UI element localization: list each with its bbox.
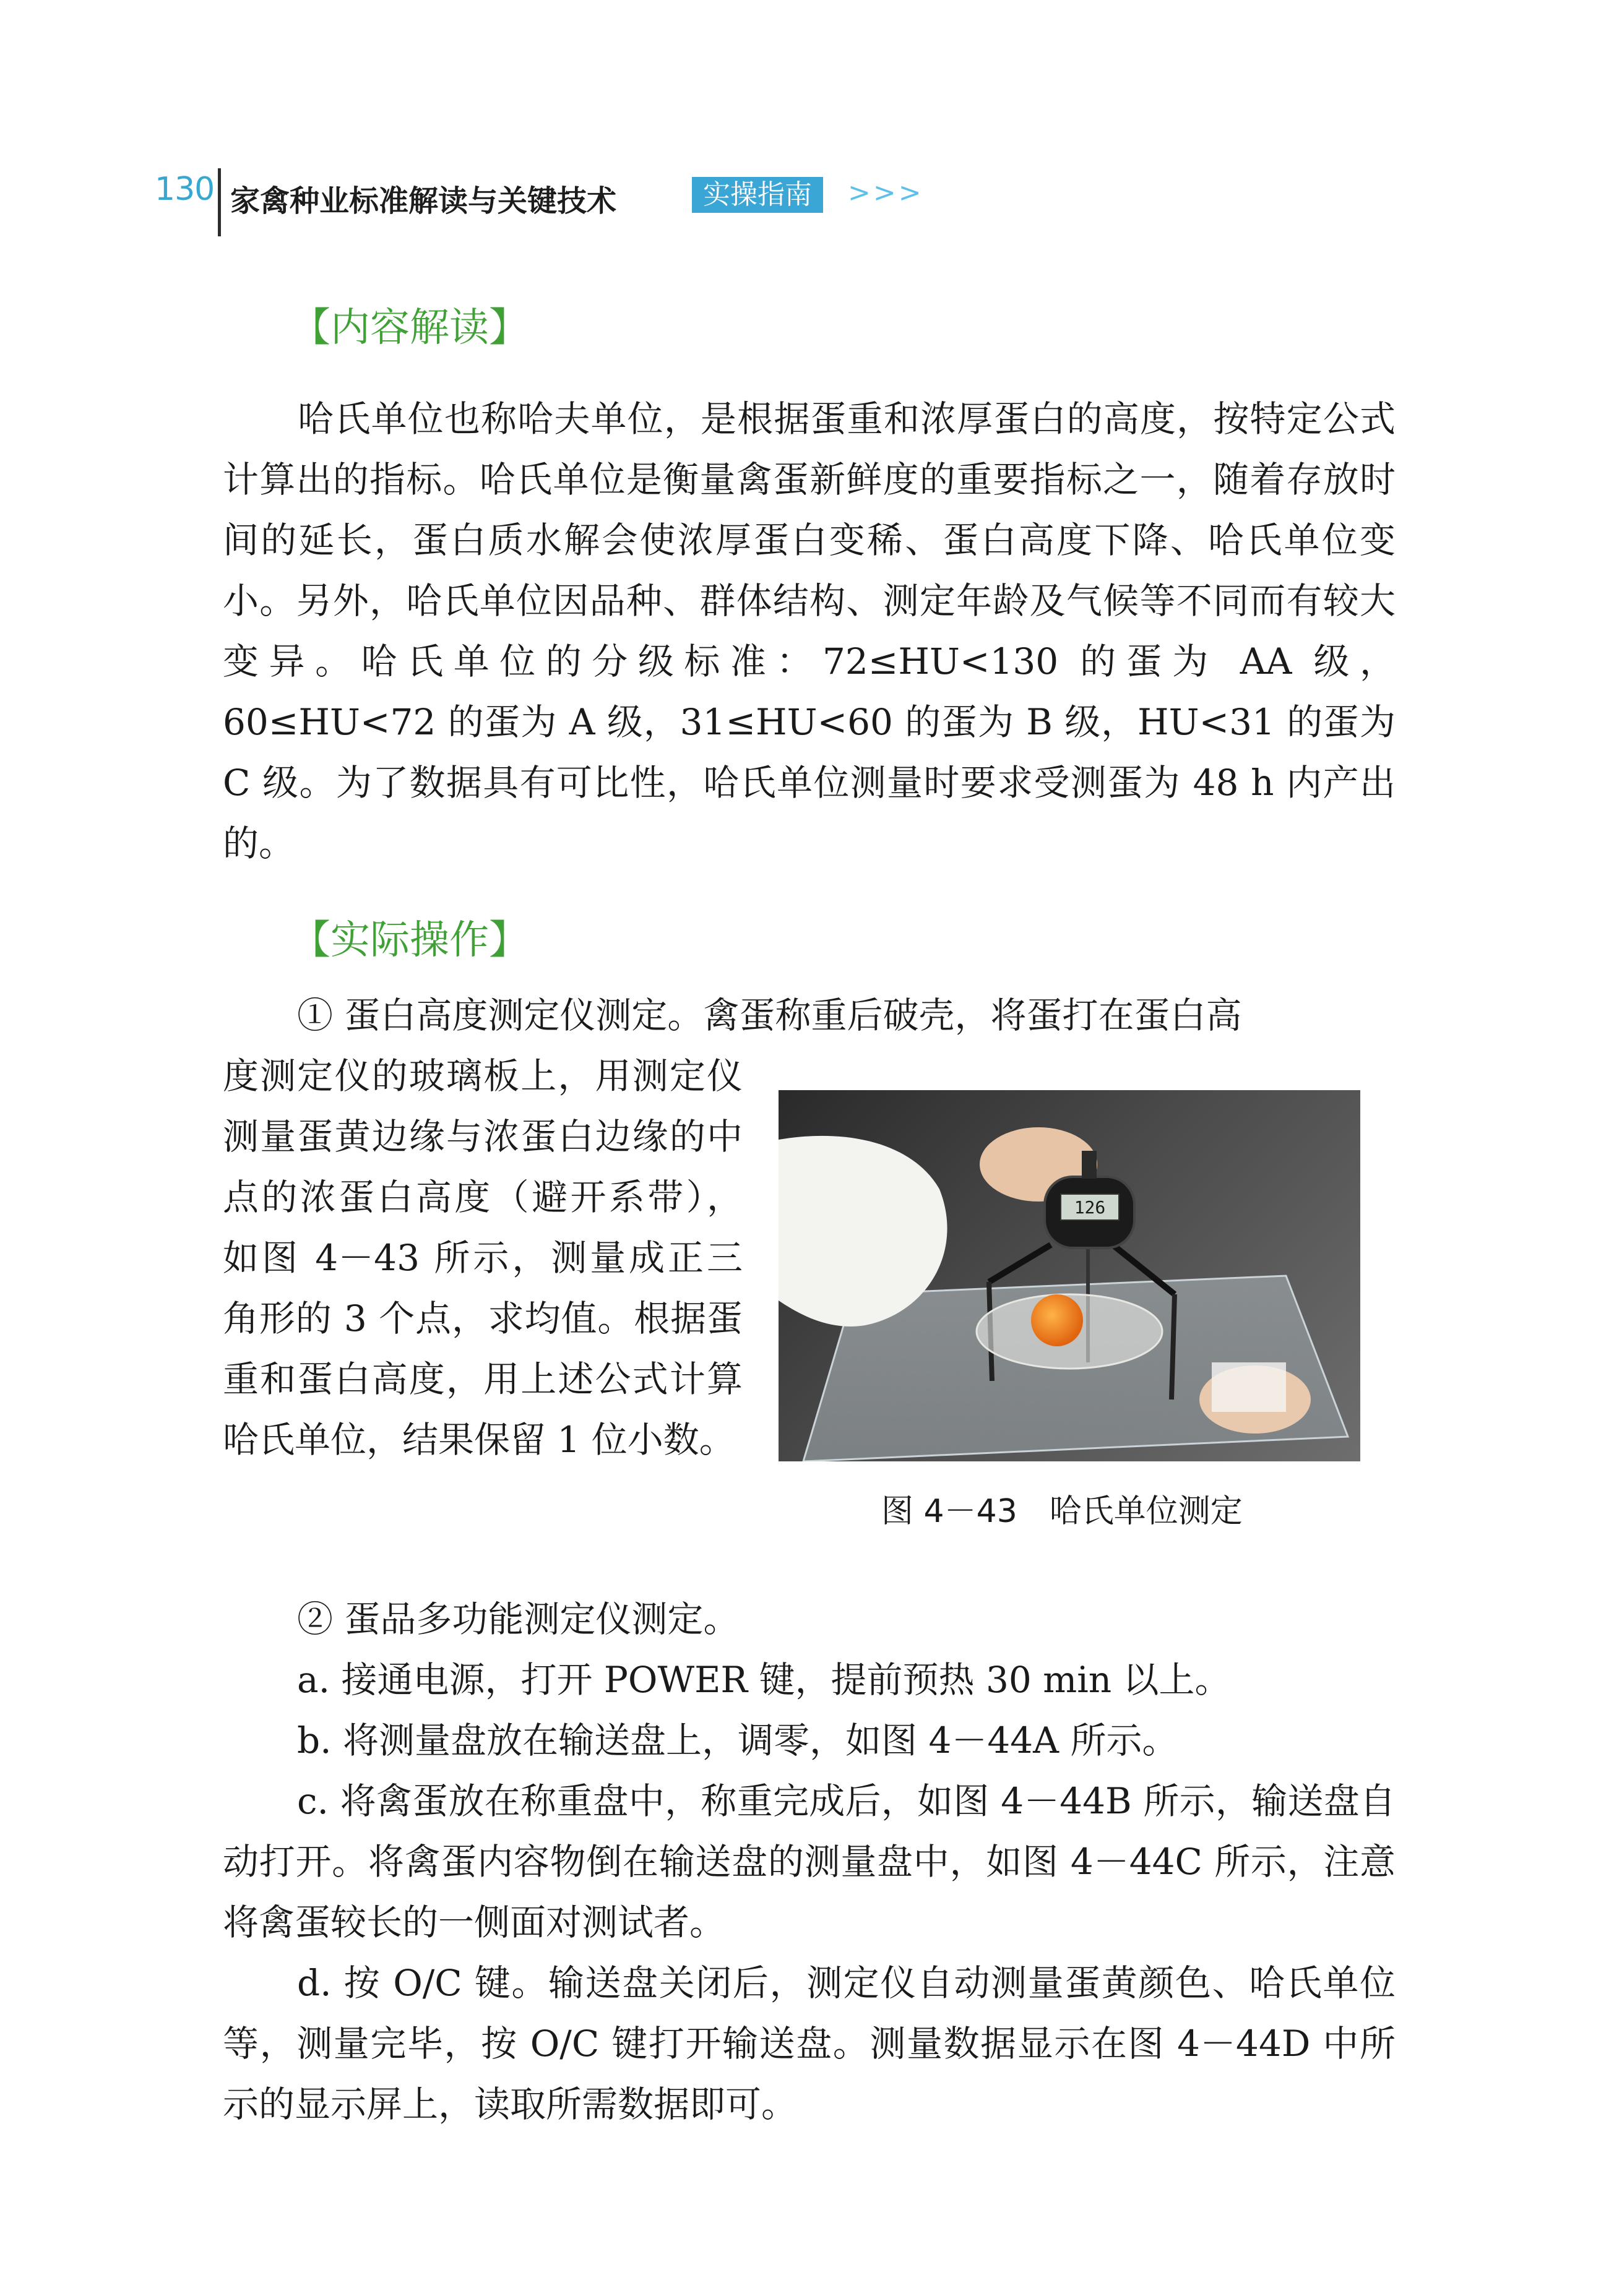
header-divider (218, 168, 221, 236)
running-header (155, 168, 1145, 236)
interpretation-text: 哈氏单位也称哈夫单位，是根据蛋重和浓厚蛋白的高度，按特定公式计算出的指标。哈氏单位是衡量禽蛋新鲜度的重要指标之一，随着存放时间的延长，蛋白质水解会使浓厚蛋白变稀、蛋白高度下降、哈氏单位变小。另外，哈氏单位因品种、群体结构、测定年龄及气候等不同而有较大变异。哈氏单位的分级标准：72≤HU<130 的蛋为 AA 级，60≤HU<72 的蛋为 A 级，31≤HU<60 的蛋为 B 级，HU<31 的蛋为 C 级。为了数据具有可比性，哈氏单位测量时要求受测蛋为 48 h 内产出的。 (223, 398, 1396, 864)
step-d-paragraph (223, 1953, 1396, 2135)
step-a-line (223, 1649, 1396, 1710)
step-d-text: d. 按 O/C 键。输送盘关闭后，测定仪自动测量蛋黄颜色、哈氏单位等，测量完毕，按 O/C 键打开输送盘。测量数据显示在图 4－44D 中所示的显示屏上，读取所需数据即可。 (223, 1962, 1396, 2125)
step-a-text: a. 接通电源，打开 POWER 键，提前预热 30 min 以上。 (297, 1659, 1231, 1701)
book-title: 家禽种业标准解读与关键技术 (230, 184, 617, 218)
step-c-text: c. 将禽蛋放在称重盘中，称重完成后，如图 4－44B 所示，输送盘自动打开。将禽蛋内容物倒在输送盘的测量盘中，如图 4－44C 所示，注意将禽蛋较长的一侧面对测试者。 (223, 1780, 1396, 1943)
step1-heading-text: ① 蛋白高度测定仪测定。禽蛋称重后破壳，将蛋打在蛋白高 (297, 994, 1242, 1036)
step2-text: ② 蛋品多功能测定仪测定。 (297, 1598, 740, 1640)
page-number: 130 (155, 171, 215, 208)
step-b-text: b. 将测量盘放在输送盘上，调零，如图 4－44A 所示。 (297, 1719, 1178, 1761)
haugh-gauge-photo (779, 1090, 1360, 1461)
guide-badge: 实操指南 (692, 177, 823, 213)
section-title-operation: 【实际操作】 (291, 918, 529, 963)
step2-line (223, 1589, 1396, 1649)
section-title-interpretation: 【内容解读】 (291, 305, 529, 351)
interpretation-paragraph (223, 389, 1396, 874)
egg-yolk-icon (1031, 1294, 1083, 1346)
step-b-line (223, 1710, 1396, 1771)
chevrons-icon: >>> (848, 177, 924, 209)
step1-first-line (223, 985, 1396, 1046)
step1-wrapped-text: 度测定仪的玻璃板上，用测定仪测量蛋黄边缘与浓蛋白边缘的中点的浓蛋白高度（避开系带），如图 4－43 所示，测量成正三角形的 3 个点，求均值。根据蛋重和蛋白高度，用上述公式计算哈氏单位，结果保留 1 位小数。 (223, 1055, 743, 1461)
figure-haugh-unit-measurement (779, 1090, 1360, 1461)
gauge-reading: 126 (1074, 1197, 1106, 1218)
step-c-paragraph (223, 1771, 1396, 1953)
figure-caption: 图 4－43 哈氏单位测定 (881, 1493, 1243, 1530)
